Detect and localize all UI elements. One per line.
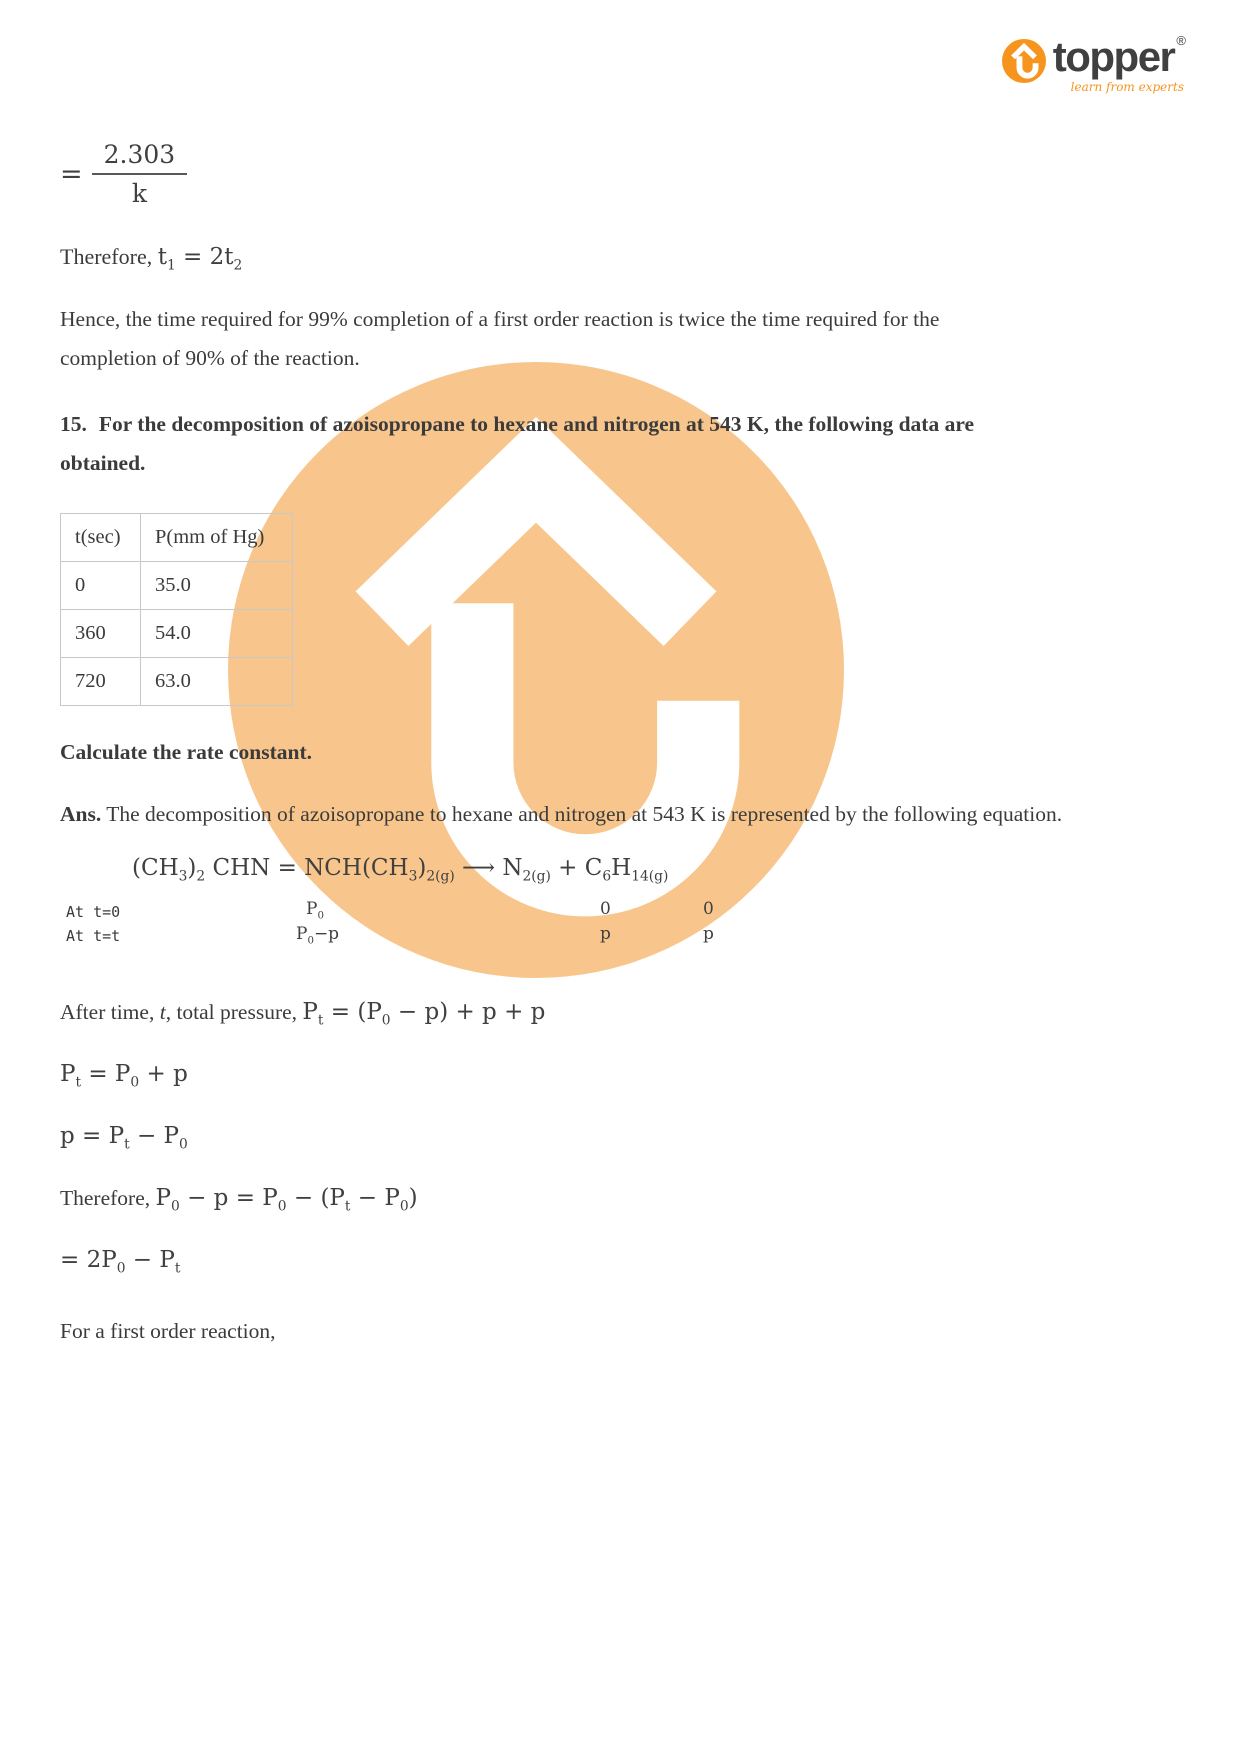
after-time-mid: , total pressure, <box>165 1000 303 1025</box>
after-time-prefix: After time, <box>60 1000 160 1025</box>
question-number: 15. <box>60 412 87 437</box>
fraction-denominator: k <box>131 179 147 208</box>
topper-logo <box>1002 33 1186 94</box>
logo-tagline: learn from experts <box>1070 80 1184 94</box>
table-cell-time: 360 <box>61 609 141 657</box>
brand-name: topper <box>1052 33 1175 80</box>
therefore-line <box>60 244 1180 274</box>
table-row <box>61 561 293 609</box>
time-t-pressure-hexane: p <box>703 924 714 945</box>
table-header-row <box>61 513 293 561</box>
closing-line: For a first order reaction, <box>60 1319 276 1344</box>
equals-sign: = <box>60 158 83 190</box>
chemical-equation-block <box>60 855 1180 963</box>
answer-label: Ans. <box>60 801 102 826</box>
table-cell-pressure: 35.0 <box>141 561 293 609</box>
initial-pressure-nitrogen: 0 <box>600 899 611 920</box>
answer-paragraph <box>60 795 1070 834</box>
topper-u-arrow-icon <box>1002 39 1046 83</box>
time-t-label: At t=t <box>66 927 121 946</box>
equation-pt: $P_t = P_0 + p$ <box>60 1061 188 1092</box>
total-pressure-math: $P_t = (P_0 - p) + p + p$ <box>302 999 546 1030</box>
fraction <box>92 140 188 208</box>
therefore-second-math: $P_0 - p = P_0 - (P_t - P_0)$ <box>155 1185 418 1216</box>
equation-2p0: = $2P_0 - P_t$ <box>60 1247 181 1278</box>
question-heading <box>60 405 1020 482</box>
therefore-math: $t_1 = 2t_2$ <box>157 244 243 274</box>
table-cell-pressure: 54.0 <box>141 609 293 657</box>
equation-fraction-line <box>60 0 1180 208</box>
hence-paragraph: Hence, the time required for 99% completion of a first order reaction is twice the time required for the completion of 90% of the reaction. <box>60 307 940 370</box>
equation-p: $p = P_t - P_0$ <box>60 1123 188 1154</box>
time-zero-label: At t=0 <box>66 903 121 922</box>
table-cell-pressure: 63.0 <box>141 657 293 705</box>
time-t-pressure-nitrogen: p <box>600 924 611 945</box>
table-header-pressure: P(mm of Hg) <box>141 513 293 561</box>
therefore-label: Therefore, <box>60 244 153 269</box>
fraction-numerator: 2.303 <box>92 140 188 175</box>
table-cell-time: 720 <box>61 657 141 705</box>
registered-mark: ® <box>1176 33 1186 48</box>
initial-pressure-reactant: $P_0$ <box>306 899 324 922</box>
question-text: For the decomposition of azoisopropane to hexane and nitrogen at 543 K, the following data are obtained. <box>60 412 975 476</box>
calculate-instruction: Calculate the rate constant. <box>60 739 312 764</box>
answer-text: The decomposition of azoisopropane to hexane and nitrogen at 543 K is represented by the following equation. <box>106 801 1063 826</box>
time-t-pressure-reactant: $P_0-p$ <box>296 924 340 947</box>
table-header-time: t(sec) <box>61 513 141 561</box>
initial-pressure-hexane: 0 <box>703 899 714 920</box>
table-cell-time: 0 <box>61 561 141 609</box>
after-time-line <box>60 999 1180 1030</box>
therefore-second-line <box>60 1185 1180 1216</box>
chemical-equation: $(CH_3)_2$ CHN = $NCH(CH_3)_{2(g)}$ ⟶ $N_{2(g)} + C_6H_{14(g)}$ <box>132 855 669 886</box>
time-variable: t <box>159 1000 166 1025</box>
table-row <box>61 609 293 657</box>
logo-text-wrap <box>1052 33 1186 94</box>
pressure-data-table <box>60 513 293 706</box>
table-row <box>61 657 293 705</box>
therefore-label: Therefore, <box>60 1186 156 1211</box>
